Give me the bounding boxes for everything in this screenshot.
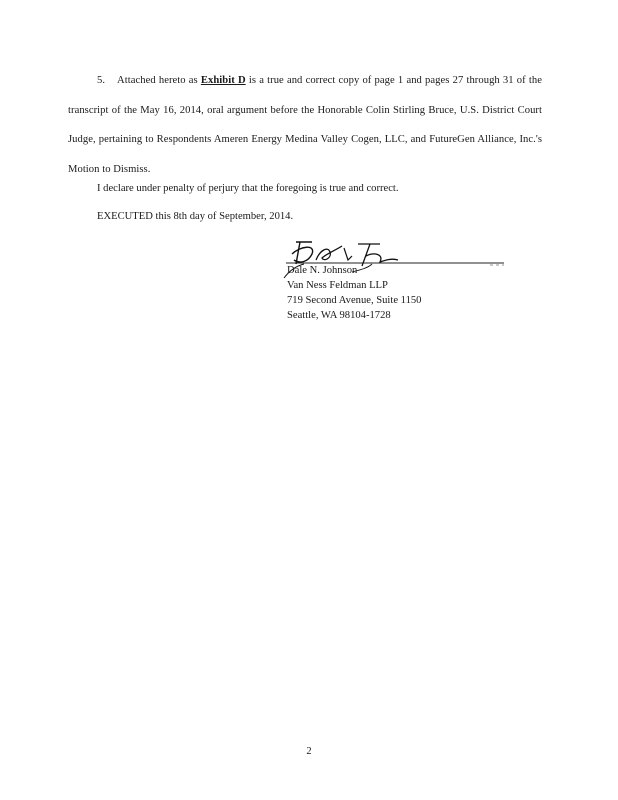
page-number: 2 (306, 746, 312, 757)
exhibit-reference: Exhibit D (200, 75, 246, 86)
paragraph-text-after: is a true and correct copy of page 1 and pages 27 through 31 of the transcript of the May 16, 2014, oral argument before the Honorable Colin Stirling Bruce, U.S. District Court Judge, pertaining to Respondents Ameren Energy Medina Valley Cogen, LLC, and FutureGen Alliance, Inc.'s Motion to Dismiss. (68, 75, 542, 175)
signer-address-line-1: 719 Second Avenue, Suite 1150 (287, 295, 422, 306)
paragraph-text-before: Attached hereto as (117, 75, 198, 86)
signer-name: Dale N. Johnson (287, 265, 358, 276)
paragraph-number: 5. (97, 75, 106, 86)
declaration-statement: I declare under penalty of perjury that the foregoing is true and correct. (97, 183, 399, 194)
signer-address-line-2: Seattle, WA 98104-1728 (287, 310, 391, 321)
paragraph-5 (68, 66, 542, 184)
signer-firm: Van Ness Feldman LLP (287, 280, 388, 291)
executed-statement: EXECUTED this 8th day of September, 2014. (97, 211, 294, 222)
signature-block (287, 263, 421, 323)
